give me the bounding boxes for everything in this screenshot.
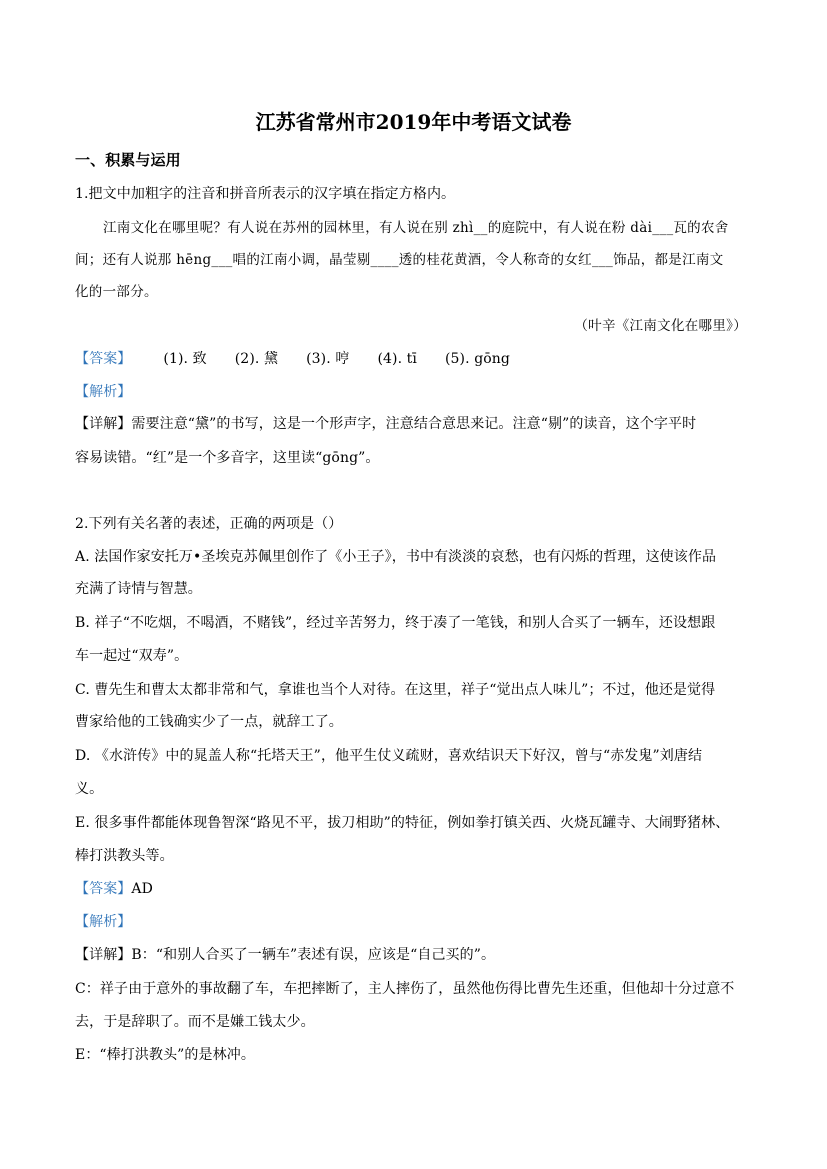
passage-line-2: 间；还有人说那 hēng___唱的江南小调，晶莹剔____透的桂花黄酒，令人称奇的女红___饰品，都是江南文 <box>75 252 724 268</box>
answer-item: (2). 黛 <box>234 351 279 367</box>
analysis-tag: 【解析】 <box>75 914 132 930</box>
question-1-answer-row <box>75 349 755 369</box>
question-1-stem: 1.把文中加粗字的注音和拼音所表示的汉字填在指定方格内。 <box>75 186 456 202</box>
passage-source: （叶辛《江南文化在哪里》） <box>574 318 747 334</box>
answer-item: (1). 致 <box>163 351 207 367</box>
analysis-tag: 【解析】 <box>75 384 132 400</box>
option-line: 车一起过“双寿”。 <box>75 648 189 664</box>
answer-item: (4). tī <box>377 351 417 367</box>
detail-line: 容易读错。“红”是一个多音字，这里读“gōng”。 <box>75 450 380 466</box>
detail-line: 【详解】需要注意“黛”的书写，这是一个形声字，注意结合意思来记。注意“剔”的读音，这个字平时 <box>75 416 697 432</box>
option-line: A. 法国作家安托万•圣埃克苏佩里创作了《小王子》，书中有淡淡的哀愁，也有闪烁的哲理，这使该作品 <box>75 549 717 565</box>
question-2-answer-row <box>75 879 755 899</box>
detail-line: C：祥子由于意外的事故翻了车，车把摔断了，主人摔伤了，虽然他伤得比曹先生还重，但他却十分过意不 <box>75 981 735 997</box>
option-line: 曹家给他的工钱确实少了一点，就辞工了。 <box>75 714 343 730</box>
question-2-stem: 2.下列有关名著的表述，正确的两项是（） <box>75 516 343 532</box>
answer-tag: 【答案】 <box>75 881 132 897</box>
option-line: 义。 <box>75 781 104 797</box>
detail-line: 【详解】B：“和别人合买了一辆车”表述有误，应该是“自己买的”。 <box>75 947 496 963</box>
option-line: 充满了诗情与智慧。 <box>75 581 202 597</box>
option-line: D. 《水浒传》中的晁盖人称“托塔天王”，他平生仗义疏财，喜欢结识天下好汉，曾与“赤发鬼”刘唐结 <box>75 748 703 764</box>
answer-item: (3). 哼 <box>306 351 350 367</box>
option-line: B. 祥子“不吃烟，不喝酒，不赌钱”，经过辛苦努力，终于凑了一笔钱，和别人合买了一辆车，还设想跟 <box>75 615 716 631</box>
detail-line: E：“棒打洪教头”的是林冲。 <box>75 1047 255 1063</box>
answer-tag: 【答案】 <box>75 351 132 367</box>
section-heading: 一、积累与运用 <box>75 151 181 169</box>
answer-value: AD <box>131 881 153 897</box>
page-title: 江苏省常州市2019年中考语文试卷 <box>255 110 572 134</box>
option-line: E. 很多事件都能体现鲁智深“路见不平，拔刀相助”的特征，例如拳打镇关西、火烧瓦罐寺、大闹野猪林、 <box>75 815 730 831</box>
answer-item: (5). gōng <box>444 351 510 367</box>
passage-line-1: 江南文化在哪里呢？有人说在苏州的园林里，有人说在别 zhì__的庭院中，有人说在粉 dài___瓦的农舍 <box>103 220 729 236</box>
option-line: 棒打洪教头等。 <box>75 848 174 864</box>
option-line: C. 曹先生和曹太太都非常和气，拿谁也当个人对待。在这里，祥子“觉出点人味儿”；不过，他还是觉得 <box>75 682 716 698</box>
passage-line-3: 化的一部分。 <box>75 284 158 300</box>
detail-line: 去，于是辞职了。而不是嫌工钱太少。 <box>75 1014 315 1030</box>
